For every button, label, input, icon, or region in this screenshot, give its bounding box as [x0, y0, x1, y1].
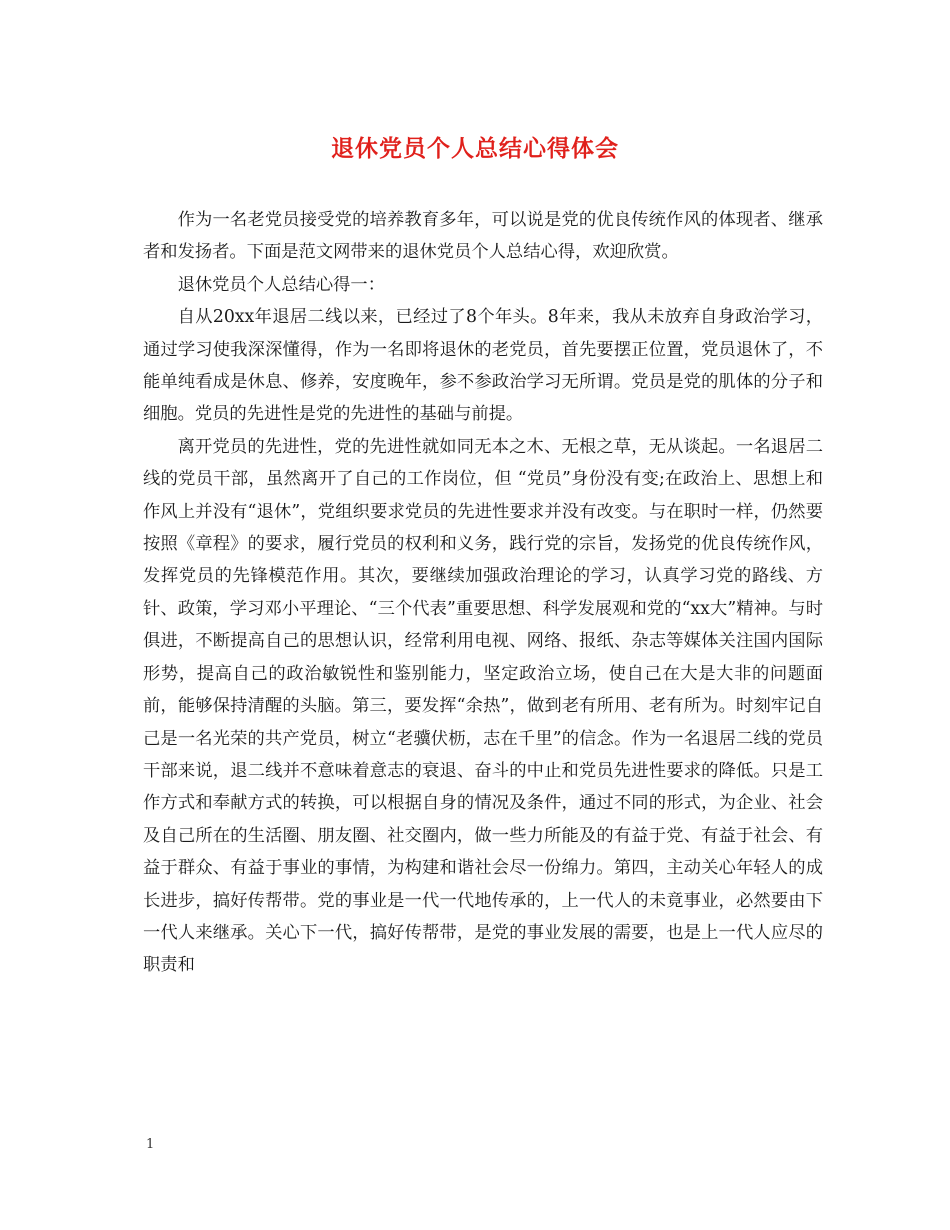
paragraph-advancement: 离开党员的先进性，党的先进性就如同无本之木、无根之草，无从谈起。一名退居二线的党员干部，虽然离开了自己的工作岗位，但 “党员”身份没有变;在政治上、思想上和作风上并没有“退休”，党组织要求党员的先进性要求并没有改变。与在职时一样，仍然要按照《章程》的要求，履行党员的权利和义务，践行党的宗旨，发扬党的优良传统作风，发挥党员的先锋模范作用。其次，要继续加强政治理论的学习，认真学习党的路线、方针、政策，学习邓小平理论、“三个代表”重要思想、科学发展观和党的“xx大”精神。与时俱进，不断提高自己的思想认识，经常利用电视、网络、报纸、杂志等媒体关注国内国际形势，提高自己的政治敏锐性和鉴别能力，坚定政治立场，使自己在大是大非的问题面前，能够保持清醒的头脑。第三，要发挥“余热”，做到老有所用、老有所为。时刻牢记自己是一名光荣的共产党员，树立“老骥伏枥，志在千里”的信念。作为一名退居二线的党员干部来说，退二线并不意味着意志的衰退、奋斗的中止和党员先进性要求的降低。只是工作方式和奉献方式的转换，可以根据自身的情况及条件，通过不同的形式，为企业、社会及自己所在的生活圈、朋友圈、社交圈内，做一些力所能及的有益于党、有益于社会、有益于群众、有益于事业的事情，为构建和谐社会尽一份绵力。第四，主动关心年轻人的成长进步，搞好传帮带。党的事业是一代一代地传承的，上一代人的未竟事业，必然要由下一代人来继承。关心下一代，搞好传帮带，是党的事业发展的需要，也是上一代人应尽的职责和 — [143, 436, 823, 976]
document-body — [143, 204, 823, 982]
page-number: 1 — [146, 1137, 155, 1152]
document-title: 退休党员个人总结心得体会 — [331, 136, 619, 162]
paragraph-study: 自从20xx年退居二线以来，已经过了8个年头。8年来，我从未放弃自身政治学习，通过学习使我深深懂得，作为一名即将退休的老党员，首先要摆正位置，党员退休了，不能单纯看成是休息、修养，安度晚年，参不参政治学习无所谓。党员是党的肌体的分子和细胞。党员的先进性是党的先进性的基础与前提。 — [143, 307, 823, 425]
paragraph-intro: 作为一名老党员接受党的培养教育多年，可以说是党的优良传统作风的体现者、继承者和发扬者。下面是范文网带来的退休党员个人总结心得，欢迎欣赏。 — [143, 210, 823, 263]
paragraph-section-heading: 退休党员个人总结心得一： — [177, 274, 385, 295]
